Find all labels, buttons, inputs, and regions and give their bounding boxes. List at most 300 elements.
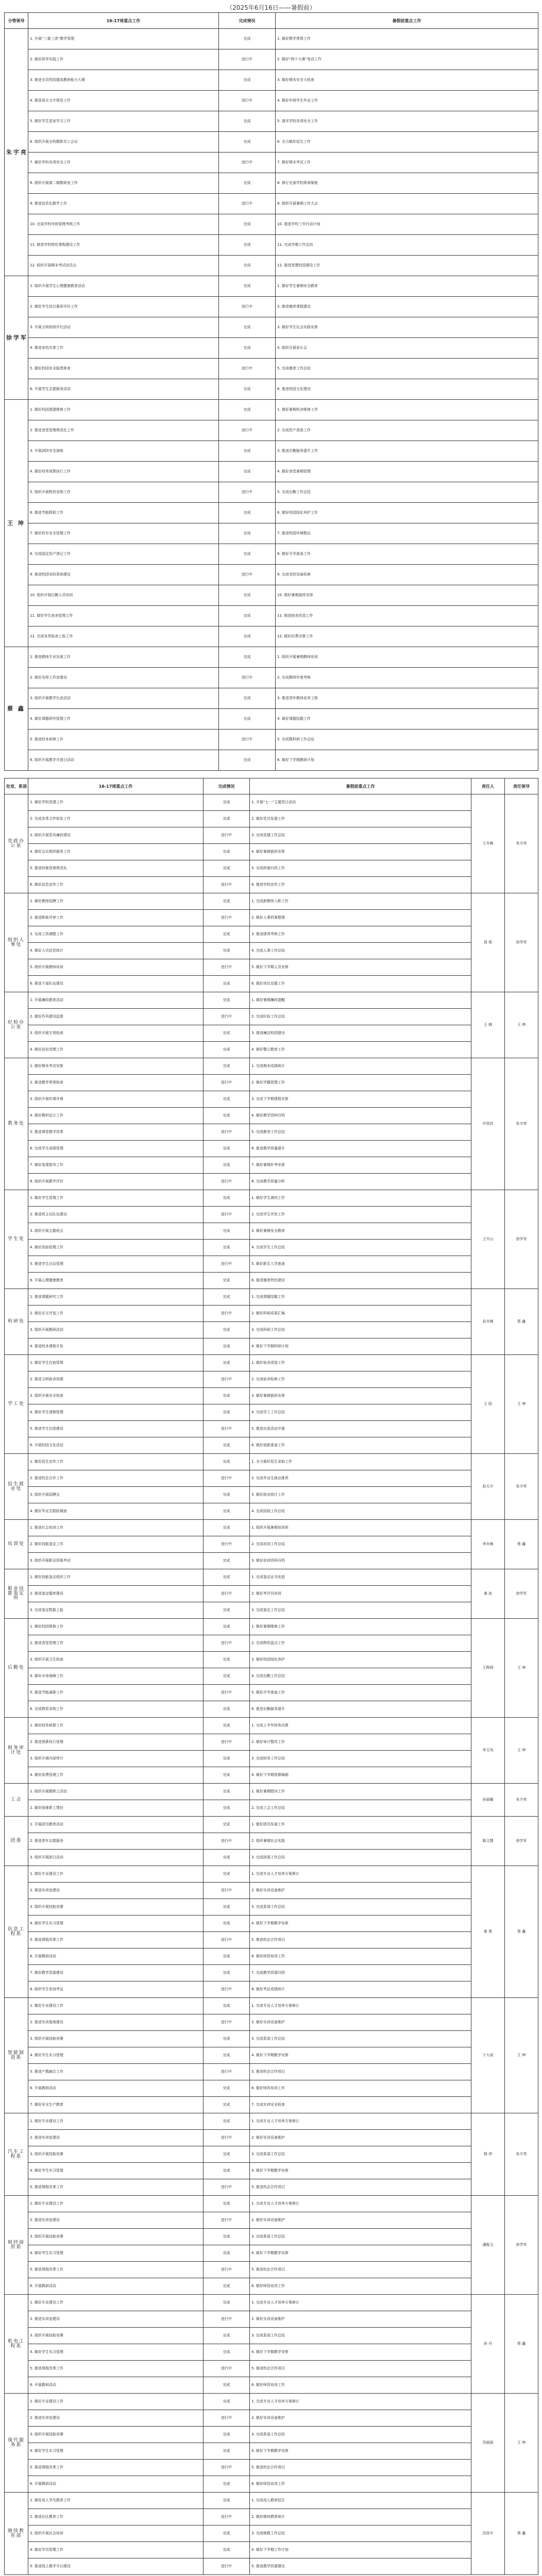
item-summer: 4. 做好暑期值班安排 — [250, 844, 471, 860]
item-1617: 2. 推进青年志愿服务 — [28, 1833, 204, 1850]
table-row — [5, 1009, 538, 1025]
status-cell: 完成 — [219, 400, 276, 420]
item-1617: 2. 推进校企合作工作 — [28, 1470, 204, 1487]
owner-name: 陈文慧 — [471, 1817, 505, 1866]
status-cell: 完成 — [204, 1520, 250, 1536]
status-cell: 完成 — [204, 1718, 250, 1734]
status-cell: 完成 — [204, 2476, 250, 2493]
item-summer: 6. 做好师资培训工作 — [250, 2377, 471, 2394]
document-title: （2025年6月16日——暑假前） — [226, 4, 316, 11]
item-1617: 1. 做好教师招聘工作 — [28, 893, 204, 910]
status-cell: 完成 — [204, 2278, 250, 2295]
item-1617: 5. 推进课程改革工作 — [28, 2361, 204, 2377]
item-summer: 7. 做好期末考试工作 — [276, 152, 538, 173]
status-cell: 进行中 — [204, 2311, 250, 2328]
item-summer: 11. 推进宿舍改造工作 — [276, 606, 538, 626]
table-row — [5, 70, 538, 91]
responsible-leader: 蔡 鑫 — [505, 2295, 538, 2394]
status-cell: 完成 — [204, 2097, 250, 2113]
item-summer: 2. 推进德育课程建设 — [276, 297, 538, 317]
item-summer: 7. 完成实训安全检查 — [250, 2097, 471, 2113]
item-summer: 5. 推进社团活动开展 — [250, 1421, 471, 1437]
table-row — [5, 29, 538, 49]
table-row — [5, 2113, 538, 2130]
item-summer: 6. 做好师资培训工作 — [250, 2278, 471, 2295]
item-1617: 3. 开展文明班级评比活动 — [28, 317, 219, 338]
item-summer: 3. 完成系部工作总结 — [250, 2031, 471, 2047]
status-cell: 完成 — [204, 860, 250, 877]
status-cell: 完成 — [204, 1042, 250, 1058]
status-cell: 进行中 — [204, 2509, 250, 2526]
table-row — [5, 1899, 538, 1916]
table-row — [5, 1569, 538, 1586]
status-cell: 完成 — [204, 1784, 250, 1800]
status-cell: 完成 — [219, 523, 276, 544]
status-cell: 完成 — [219, 70, 276, 91]
responsible-leader: 徐学军 — [505, 1817, 538, 1866]
table-row — [5, 1536, 538, 1553]
item-1617: 5. 组织开展物资采购工作 — [28, 482, 219, 503]
item-1617: 1. 推进教师专业发展工作 — [28, 647, 219, 668]
item-1617: 3. 组织开展社会培训 — [28, 2526, 204, 2542]
item-summer: 4. 完成招就工作总结 — [250, 1503, 471, 1520]
table-row — [5, 503, 538, 523]
table-row — [5, 2278, 538, 2295]
dept-name: 教务处 — [5, 1058, 28, 1190]
status-cell: 完成 — [204, 794, 250, 811]
item-summer: 2. 完成宿舍检修工作 — [250, 1371, 471, 1388]
table-row — [5, 2394, 538, 2410]
status-cell: 完成 — [219, 317, 276, 338]
table-row — [5, 1157, 538, 1174]
item-1617: 2. 推进班主任队伍建设 — [28, 1207, 204, 1223]
item-1617: 2. 推进食堂管理工作 — [28, 1635, 204, 1652]
status-cell: 完成 — [204, 1619, 250, 1635]
table-row — [5, 1948, 538, 1965]
table-row — [5, 2311, 538, 2328]
table-row — [5, 1108, 538, 1124]
item-1617: 12. 完成各类报表上报工作 — [28, 626, 219, 647]
status-cell: 进行中 — [204, 1421, 250, 1437]
item-summer: 2. 做好继续教育统计 — [250, 2509, 471, 2526]
responsible-leader: 朱宇亮 — [505, 2113, 538, 2196]
table-row — [5, 2014, 538, 2031]
item-summer: 3. 推进廉洁校园建设 — [250, 1025, 471, 1042]
status-cell: 完成 — [219, 214, 276, 235]
item-1617: 2. 推进文明宿舍创建 — [28, 1371, 204, 1388]
item-1617: 1. 做好专业建设工作 — [28, 2196, 204, 2212]
status-cell: 进行中 — [219, 152, 276, 173]
responsible-leader: 朱宇亮 — [505, 1058, 538, 1190]
table-row — [5, 400, 538, 420]
status-cell: 进行中 — [219, 565, 276, 585]
status-cell: 完成 — [204, 1273, 250, 1289]
item-1617: 6. 组织开展全校教职员工会议 — [28, 132, 219, 152]
item-1617: 10. 组织开展后勤人员培训 — [28, 585, 219, 606]
item-1617: 7. 做好选课指导工作 — [28, 1157, 204, 1174]
table-row — [5, 926, 538, 943]
table-row — [5, 1503, 538, 1520]
table-row — [5, 2377, 538, 2394]
item-summer: 5. 落实学校各项安全工作 — [276, 111, 538, 132]
item-summer: 8. 修订完善学校规章制度 — [276, 173, 538, 194]
status-cell: 完成 — [204, 1141, 250, 1157]
dept-name: 汽车工程系 — [5, 2113, 28, 2196]
status-cell: 完成 — [204, 1289, 250, 1306]
header-row — [5, 778, 538, 794]
item-summer: 4. 做好教学资料归档 — [250, 1108, 471, 1124]
table-row — [5, 194, 538, 214]
status-cell: 完成 — [204, 1240, 250, 1256]
item-summer: 4. 做好下学期教学安排 — [250, 2163, 471, 2179]
dept-name: 现代服务系 — [5, 2394, 28, 2493]
item-summer: 2. 做好实训设备维护 — [250, 2130, 471, 2146]
item-summer: 1. 完成专业人才培养方案修订 — [250, 2295, 471, 2311]
dept-name: 培训处 — [5, 1520, 28, 1569]
table-row — [5, 811, 538, 827]
item-summer: 5. 推进校企合作项目 — [250, 1932, 471, 1948]
table-row — [5, 688, 538, 709]
item-summer: 3. 完成财务工作总结 — [250, 1751, 471, 1767]
item-1617: 2. 推进实训室建设 — [28, 2130, 204, 2146]
item-1617: 3. 组织开展技能竞赛 — [28, 2031, 204, 2047]
item-1617: 5. 推进课程改革工作 — [28, 2179, 204, 2196]
table-row — [5, 544, 538, 565]
item-summer: 4. 做好食堂暑期管理 — [276, 462, 538, 482]
item-summer: 1. 完成专业人才培养方案修订 — [250, 1998, 471, 2014]
status-cell: 完成 — [204, 1850, 250, 1866]
table-row — [5, 49, 538, 70]
item-summer: 8. 做好考证成绩统计 — [250, 1981, 471, 1998]
status-cell: 完成 — [219, 29, 276, 49]
item-summer: 3. 做好培训资料归档 — [250, 1553, 471, 1569]
table-row — [5, 2295, 538, 2311]
item-1617: 1. 做好专业建设工作 — [28, 2394, 204, 2410]
item-summer: 1. 完成成人教育招生 — [250, 2493, 471, 2509]
owner-name: 王开山 — [471, 1190, 505, 1289]
status-cell: 完成 — [204, 2427, 250, 2443]
status-cell: 完成 — [219, 503, 276, 523]
status-cell: 进行中 — [219, 420, 276, 441]
item-summer: 3. 做好学生社会实践安排 — [276, 317, 538, 338]
item-summer: 1. 完成专业人才培养方案修订 — [250, 2196, 471, 2212]
status-cell: 完成 — [204, 1454, 250, 1470]
table-row — [5, 276, 538, 297]
table-row — [5, 1306, 538, 1322]
status-cell: 进行中 — [219, 194, 276, 214]
table-row — [5, 420, 538, 441]
owner-name: 王辉明 — [471, 1619, 505, 1718]
item-summer: 1. 做好教学常规工作 — [276, 29, 538, 49]
item-1617: 4. 做好会议组织服务工作 — [28, 844, 204, 860]
status-cell: 完成 — [204, 943, 250, 959]
status-cell: 完成 — [204, 1767, 250, 1784]
leader-name: 王 坤 — [5, 400, 28, 647]
table-row — [5, 844, 538, 860]
item-summer: 5. 推进教学资源建设 — [250, 2558, 471, 2575]
table-row — [5, 1487, 538, 1503]
table-row — [5, 359, 538, 379]
item-1617: 3. 组织开展主题班会 — [28, 1223, 204, 1240]
item-summer: 6. 推进校园文化建设 — [276, 379, 538, 400]
status-cell: 进行中 — [219, 297, 276, 317]
item-summer: 5. 完成档案归档工作 — [250, 860, 471, 877]
dept-name: 财经商贸系 — [5, 2196, 28, 2295]
status-cell: 进行中 — [219, 668, 276, 688]
item-1617: 1. 做好学生管理工作 — [28, 1190, 204, 1207]
dept-name: 继续教育部 — [5, 2493, 28, 2575]
header-leader: 分管领导 — [5, 13, 28, 29]
item-1617: 8. 组织学生参加考证 — [28, 1981, 204, 1998]
item-summer: 2. 做好学籍管理工作 — [250, 1075, 471, 1091]
header-owner: 责任人 — [471, 778, 505, 794]
item-summer: 2. 做好实训设备维护 — [250, 2410, 471, 2427]
status-cell: 进行中 — [204, 1256, 250, 1273]
table-row — [5, 1981, 538, 1998]
item-1617: 4. 做好学生请假管理 — [28, 1404, 204, 1421]
status-cell: 完成 — [204, 1866, 250, 1883]
item-summer: 3. 完成系部工作总结 — [250, 2328, 471, 2344]
item-summer: 5. 做好新生入学准备 — [250, 1256, 471, 1273]
item-1617: 3. 完成工资调整工作 — [28, 926, 204, 943]
item-1617: 11. 做好学生宿舍管理工作 — [28, 606, 219, 626]
item-1617: 4. 做好学生实习管理 — [28, 2163, 204, 2179]
item-summer: 4. 做好警示教育工作 — [250, 1042, 471, 1058]
item-1617: 6. 做好信息宣传工作 — [28, 877, 204, 893]
dept-name: 机电工程系 — [5, 2295, 28, 2394]
item-1617: 4. 做好学生实习管理 — [28, 2443, 204, 2460]
responsible-leader: 王 坤 — [505, 992, 538, 1058]
table-row — [5, 1437, 538, 1454]
table-row — [5, 1404, 538, 1421]
status-cell: 完成 — [219, 338, 276, 359]
item-1617: 3. 组织开展专项检查 — [28, 1025, 204, 1042]
status-cell: 完成 — [204, 1322, 250, 1338]
dept-name: 学工处 — [5, 1355, 28, 1454]
dept-name: 财务审计处 — [5, 1718, 28, 1784]
item-summer: 1. 做好团员发展工作 — [250, 1817, 471, 1833]
item-1617: 3. 组织开展团日活动 — [28, 1850, 204, 1866]
item-1617: 8. 组织开展教学评价 — [28, 1174, 204, 1190]
item-summer: 3. 做好暑期值班安排 — [250, 1388, 471, 1404]
table-row — [5, 1932, 538, 1948]
status-cell: 完成 — [204, 2080, 250, 2097]
header-summer: 暑假前重点工作 — [276, 13, 538, 29]
item-summer: 1. 做好暑期校舍维修工作 — [276, 400, 538, 420]
status-cell: 进行中 — [204, 2064, 250, 2080]
item-1617: 5. 推进课程改革工作 — [28, 2460, 204, 2476]
item-summer: 4. 做好下学期预算编制 — [250, 1767, 471, 1784]
table-row — [5, 992, 538, 1009]
item-1617: 2. 做好作风建设监督 — [28, 1009, 204, 1025]
item-1617: 1. 做好学校党建工作 — [28, 794, 204, 811]
table-row — [5, 1075, 538, 1091]
item-1617: 5. 推进线上教学平台建设 — [28, 2558, 204, 2575]
leader-name: 徐学军 — [5, 276, 28, 400]
table-row — [5, 523, 538, 544]
owner-name: 黄 波 — [471, 1569, 505, 1619]
table-row — [5, 730, 538, 750]
item-1617: 3. 开展消防安全演练 — [28, 441, 219, 462]
table-row — [5, 1470, 538, 1487]
responsible-leader: 蔡 鑫 — [505, 2493, 538, 2575]
table-row — [5, 441, 538, 462]
item-summer: 1. 开展“七一”主题党日活动 — [250, 794, 471, 811]
item-1617: 2. 做好技能鉴定工作 — [28, 1536, 204, 1553]
table-row — [5, 860, 538, 877]
status-cell: 进行中 — [204, 1075, 250, 1091]
dept-name: 组织人事处 — [5, 893, 28, 992]
table-row — [5, 1652, 538, 1668]
table-row — [5, 1685, 538, 1701]
status-cell: 完成 — [204, 2295, 250, 2311]
item-summer: 2. 做好党员发展工作 — [250, 811, 471, 827]
status-cell: 完成 — [204, 1817, 250, 1833]
dept-name: 招生就业处 — [5, 1454, 28, 1520]
item-1617: 1. 做好专业建设工作 — [28, 1998, 204, 2014]
item-1617: 1. 做好技能鉴定组织工作 — [28, 1569, 204, 1586]
owner-name: 孙 丹 — [471, 2295, 505, 2394]
table-row — [5, 1190, 538, 1207]
item-summer: 4. 完成学工工作总结 — [250, 1404, 471, 1421]
item-1617: 2. 推进实训室建设 — [28, 2311, 204, 2328]
status-cell: 完成 — [204, 1157, 250, 1174]
responsible-leader: 蔡 鑫 — [505, 1520, 538, 1569]
dept-name: 学生处 — [5, 1190, 28, 1289]
dept-name: 科研处 — [5, 1289, 28, 1355]
responsible-leader: 王 坤 — [505, 1998, 538, 2113]
item-1617: 4. 做好毕业生跟踪调查 — [28, 1503, 204, 1520]
item-summer: 4. 组织开展家长会 — [276, 338, 538, 359]
table-row — [5, 1058, 538, 1075]
table-row — [5, 1833, 538, 1850]
item-summer: 3. 完成系部工作总结 — [250, 2427, 471, 2443]
item-summer: 1. 完成专业人才培养方案修订 — [250, 2394, 471, 2410]
table-row — [5, 1718, 538, 1734]
item-1617: 1. 组织开展学生心理健康教育活动 — [28, 276, 219, 297]
item-1617: 3. 组织开展党风廉政建设 — [28, 827, 204, 844]
item-1617: 5. 推进档案管理规范化 — [28, 860, 204, 877]
owner-name: 杨 伟 — [471, 2113, 505, 2196]
item-summer: 6. 推进教学质量提升 — [250, 1141, 471, 1157]
item-summer: 1. 做好学生离校工作 — [250, 1190, 471, 1207]
dept-name: 党政办公室 — [5, 794, 28, 893]
item-summer: 3. 推进后勤服务提升工作 — [276, 441, 538, 462]
table-row — [5, 297, 538, 317]
item-summer: 3. 完成鉴定工作总结 — [250, 1602, 471, 1619]
table-row — [5, 1355, 538, 1371]
table-row — [5, 1520, 538, 1536]
status-cell: 完成 — [204, 976, 250, 992]
item-1617: 1. 做好校园维修工作 — [28, 1619, 204, 1635]
status-cell: 完成 — [219, 276, 276, 297]
item-1617: 9. 推进信息化教学工作 — [28, 194, 219, 214]
table-row — [5, 1817, 538, 1833]
item-1617: 1. 做好成人学历教育工作 — [28, 2493, 204, 2509]
header-items-1617: 16-17周重点工作 — [28, 13, 219, 29]
status-cell: 进行中 — [204, 1371, 250, 1388]
table-row — [5, 794, 538, 811]
item-summer: 4. 做好课题结题工作 — [276, 709, 538, 730]
item-1617: 5. 组织开展教师培训 — [28, 959, 204, 976]
item-summer: 4. 做好下学期教学安排 — [250, 2443, 471, 2460]
status-cell: 完成 — [219, 173, 276, 194]
table-row — [5, 1751, 538, 1767]
item-1617: 8. 完成固定资产登记工作 — [28, 544, 219, 565]
item-summer: 2. 完成资产清查工作 — [276, 420, 538, 441]
item-1617: 4. 做好人员信息统计 — [28, 943, 204, 959]
owner-name: 周 俊 — [471, 893, 505, 992]
item-summer: 7. 推进校园环境整治 — [276, 523, 538, 544]
status-cell: 进行中 — [204, 2212, 250, 2229]
item-1617: 1. 推进社会培训工作 — [28, 1520, 204, 1536]
item-summer: 4. 做好下学期教学安排 — [250, 2344, 471, 2361]
item-1617: 7. 做好校车安全管理工作 — [28, 523, 219, 544]
table-row — [5, 2229, 538, 2245]
responsible-leader: 朱宇亮 — [505, 1784, 538, 1817]
table-row — [5, 2476, 538, 2493]
item-1617: 2. 推进实训室建设 — [28, 2212, 204, 2229]
responsible-leader: 朱宇亮 — [505, 794, 538, 893]
responsible-leader: 王 坤 — [505, 1355, 538, 1454]
table-row — [5, 173, 538, 194]
item-summer: 3. 做好校园绿化养护 — [250, 1652, 471, 1668]
status-cell: 完成 — [204, 2394, 250, 2410]
status-cell: 完成 — [204, 1437, 250, 1454]
item-summer: 2. 组织暑期社会实践 — [250, 1833, 471, 1850]
status-cell: 完成 — [204, 1025, 250, 1042]
item-1617: 2. 推进实训基地建设 — [28, 2014, 204, 2031]
item-summer: 1. 做好暑期维修工作 — [250, 1619, 471, 1635]
item-1617: 2. 推进鉴定题库建设 — [28, 1586, 204, 1602]
status-cell: 进行中 — [219, 49, 276, 70]
responsible-leader: 蔡 鑫 — [505, 1866, 538, 1998]
item-summer: 4. 做好下学期工作计划 — [250, 2542, 471, 2558]
item-1617: 2. 推进教学常规检查 — [28, 1075, 204, 1091]
status-cell: 完成 — [204, 1404, 250, 1421]
responsible-leader: 徐学军 — [505, 2196, 538, 2295]
table-row — [5, 2031, 538, 2047]
item-summer: 1. 做好宿舍清退工作 — [250, 1355, 471, 1371]
table-row — [5, 1635, 538, 1652]
item-summer: 10. 做好暑期值班安排 — [276, 585, 538, 606]
table-row — [5, 877, 538, 893]
item-1617: 2. 做好论文评选工作 — [28, 1306, 204, 1322]
status-cell: 进行中 — [204, 877, 250, 893]
item-summer: 9. 完成安防设备检修 — [276, 565, 538, 585]
status-cell: 完成 — [219, 235, 276, 256]
item-1617: 1. 做好财务核算工作 — [28, 1718, 204, 1734]
dept-name: 信息工程系 — [5, 1866, 28, 1998]
item-summer: 5. 推进校企合作项目 — [250, 2361, 471, 2377]
item-1617: 2. 推进食堂管理规范化工作 — [28, 420, 219, 441]
table-row — [5, 1124, 538, 1141]
table-row — [5, 1338, 538, 1355]
owner-name: 孙丽娜 — [471, 1784, 505, 1817]
status-cell: 进行中 — [204, 827, 250, 844]
item-1617: 6. 组织开展教学开放日活动 — [28, 750, 219, 771]
header-items-1617: 16-17周重点工作 — [28, 778, 204, 794]
table-row — [5, 893, 538, 910]
item-1617: 3. 组织开展卫生检查 — [28, 1652, 204, 1668]
table-row — [5, 1091, 538, 1108]
status-cell: 完成 — [204, 1569, 250, 1586]
item-summer: 2. 做好实训设备维护 — [250, 2014, 471, 2031]
table-row — [5, 2558, 538, 2575]
table-row — [5, 317, 538, 338]
item-summer: 2. 做好实训设备维护 — [250, 1883, 471, 1899]
status-cell: 完成 — [204, 811, 250, 827]
